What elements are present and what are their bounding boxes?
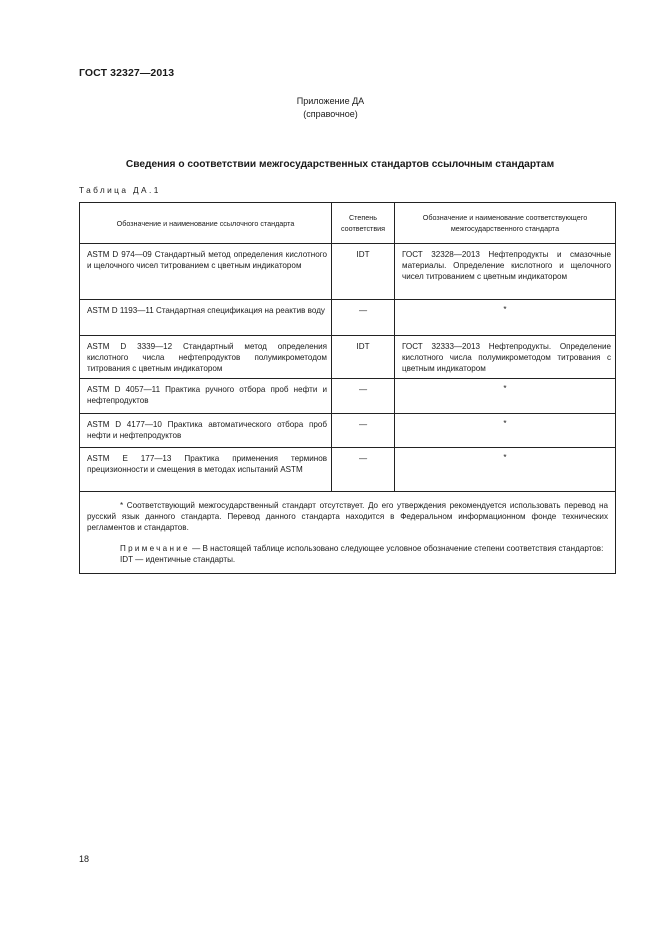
header-degree: Степень соответствия xyxy=(332,203,395,244)
page-number: 18 xyxy=(79,854,90,864)
table-header-row xyxy=(80,203,616,244)
note-text: — В настоящей таблице использовано следующее условное обозначение степени соответствия стандартов: xyxy=(189,544,604,553)
interstate-standard-cell: * xyxy=(395,448,616,492)
reference-standard-cell: ASTM D 974—09 Стандартный метод определения кислотного и щелочного чисел титрованием с цветным индикатором xyxy=(80,244,332,300)
degree-cell: IDT xyxy=(332,244,395,300)
degree-cell: IDT xyxy=(332,336,395,379)
header-reference-standard: Обозначение и наименование ссылочного стандарта xyxy=(80,203,332,244)
reference-standard-cell: ASTM D 4057—11 Практика ручного отбора проб нефти и нефтепродуктов xyxy=(80,379,332,414)
note-label: Примечание xyxy=(120,544,190,553)
reference-standard-cell: ASTM E 177—13 Практика применения терминов прецизионности и смещения в методах испытаний ASTM xyxy=(80,448,332,492)
note xyxy=(87,543,608,554)
interstate-standard-cell: ГОСТ 32328—2013 Нефтепродукты и смазочные материалы. Определение кислотного и щелочного чисел титрованием с цветным индикатором xyxy=(395,244,616,300)
appendix-title: Приложение ДА xyxy=(296,96,365,106)
degree-cell: — xyxy=(332,379,395,414)
header-interstate-standard: Обозначение и наименование соответствующего межгосударственного стандарта xyxy=(395,203,616,244)
table-row xyxy=(80,448,616,492)
table-caption: Таблица ДА.1 xyxy=(79,185,161,195)
table-row xyxy=(80,244,616,300)
appendix-subtitle: (справочное) xyxy=(303,109,358,119)
table-row xyxy=(80,414,616,448)
degree-cell: — xyxy=(332,414,395,448)
degree-cell: — xyxy=(332,300,395,336)
table-row xyxy=(80,300,616,336)
interstate-standard-cell: * xyxy=(395,414,616,448)
document-code: ГОСТ 32327—2013 xyxy=(79,67,175,79)
footnote: * Соответствующий межгосударственный стандарт отсутствует. До его утверждения рекомендуется использовать перевод на русский язык данного стандарта. Перевод данного стандарта находится в Федеральном информационном фонде технических регламентов и стандартов. xyxy=(87,501,608,532)
table-row xyxy=(80,336,616,379)
table-row xyxy=(80,379,616,414)
interstate-standard-cell: * xyxy=(395,300,616,336)
reference-standard-cell: ASTM D 3339—12 Стандартный метод определения кислотного числа нефтепродуктов полумикрометодом титрования с цветным индикатором xyxy=(80,336,332,379)
interstate-standard-cell: ГОСТ 32333—2013 Нефтепродукты. Определение кислотного числа полумикрометодом титрования с цветным индикатором xyxy=(395,336,616,379)
note-item: IDT — идентичные стандарты. xyxy=(120,555,236,564)
reference-standard-cell: ASTM D 1193—11 Стандартная спецификация на реактив воду xyxy=(80,300,332,336)
interstate-standard-cell: * xyxy=(395,379,616,414)
section-title: Сведения о соответствии межгосударственных стандартов ссылочным стандартам xyxy=(125,159,555,170)
table-footer-row xyxy=(80,492,616,574)
reference-standard-cell: ASTM D 4177—10 Практика автоматического отбора проб нефти и нефтепродуктов xyxy=(80,414,332,448)
degree-cell: — xyxy=(332,448,395,492)
table-footer xyxy=(80,492,616,574)
correspondence-table xyxy=(79,202,616,574)
